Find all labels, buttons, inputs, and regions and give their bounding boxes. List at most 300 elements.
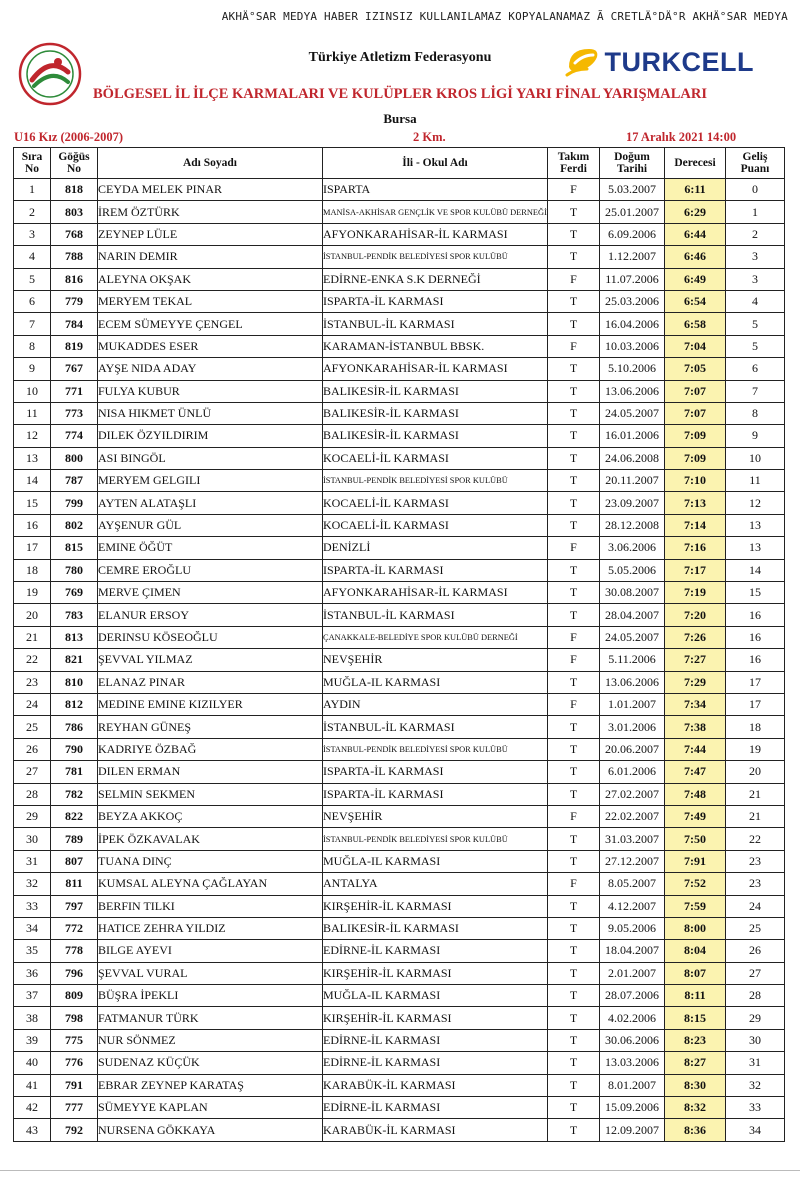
dob-cell: 28.04.2007 xyxy=(600,604,665,626)
dob-cell: 24.05.2007 xyxy=(600,626,665,648)
club-cell: ÇANAKKALE-BELEDİYE SPOR KULÜBÜ DERNEĞİ xyxy=(323,626,548,648)
table-row xyxy=(14,290,785,312)
table-row xyxy=(14,626,785,648)
dob-cell: 28.07.2006 xyxy=(600,985,665,1007)
time-cell: 8:32 xyxy=(665,1097,726,1119)
club-cell: ISPARTA-İL KARMASI xyxy=(323,761,548,783)
dob-cell: 1.12.2007 xyxy=(600,246,665,268)
bib-cell: 813 xyxy=(51,626,98,648)
team-cell: T xyxy=(548,738,600,760)
bib-cell: 819 xyxy=(51,335,98,357)
bib-cell: 781 xyxy=(51,761,98,783)
points-cell: 32 xyxy=(726,1074,785,1096)
dob-cell: 4.12.2007 xyxy=(600,895,665,917)
club-cell: ANTALYA xyxy=(323,873,548,895)
rank-cell: 4 xyxy=(14,246,51,268)
time-cell: 7:38 xyxy=(665,716,726,738)
table-row xyxy=(14,783,785,805)
table-row xyxy=(14,917,785,939)
bib-cell: 810 xyxy=(51,671,98,693)
table-row xyxy=(14,223,785,245)
time-cell: 8:23 xyxy=(665,1029,726,1051)
table-row xyxy=(14,1029,785,1051)
time-cell: 7:52 xyxy=(665,873,726,895)
time-cell: 7:50 xyxy=(665,828,726,850)
bib-cell: 772 xyxy=(51,917,98,939)
points-cell: 15 xyxy=(726,582,785,604)
points-cell: 30 xyxy=(726,1029,785,1051)
team-cell: T xyxy=(548,716,600,738)
rank-cell: 33 xyxy=(14,895,51,917)
time-cell: 7:14 xyxy=(665,514,726,536)
name-cell: SELMIN SEKMEN xyxy=(98,783,323,805)
name-cell: NUR SÖNMEZ xyxy=(98,1029,323,1051)
header-name: Adı Soyadı xyxy=(98,148,323,179)
dob-cell: 31.03.2007 xyxy=(600,828,665,850)
points-cell: 17 xyxy=(726,671,785,693)
rank-cell: 38 xyxy=(14,1007,51,1029)
points-cell: 25 xyxy=(726,917,785,939)
bib-cell: 784 xyxy=(51,313,98,335)
rank-cell: 24 xyxy=(14,693,51,715)
time-cell: 8:15 xyxy=(665,1007,726,1029)
time-cell: 7:13 xyxy=(665,492,726,514)
name-cell: SÜMEYYE KAPLAN xyxy=(98,1097,323,1119)
table-row xyxy=(14,447,785,469)
club-cell: KOCAELİ-İL KARMASI xyxy=(323,492,548,514)
bib-cell: 769 xyxy=(51,582,98,604)
dob-cell: 1.01.2007 xyxy=(600,693,665,715)
points-cell: 26 xyxy=(726,940,785,962)
points-cell: 29 xyxy=(726,1007,785,1029)
bib-cell: 768 xyxy=(51,223,98,245)
dob-cell: 16.01.2006 xyxy=(600,425,665,447)
table-row xyxy=(14,1007,785,1029)
dob-cell: 16.04.2006 xyxy=(600,313,665,335)
dob-cell: 6.09.2006 xyxy=(600,223,665,245)
bib-cell: 802 xyxy=(51,514,98,536)
time-cell: 7:09 xyxy=(665,425,726,447)
club-cell: ISPARTA-İL KARMASI xyxy=(323,559,548,581)
time-cell: 7:09 xyxy=(665,447,726,469)
time-cell: 7:20 xyxy=(665,604,726,626)
dob-cell: 6.01.2006 xyxy=(600,761,665,783)
dob-cell: 18.04.2007 xyxy=(600,940,665,962)
name-cell: MUKADDES ESER xyxy=(98,335,323,357)
rank-cell: 7 xyxy=(14,313,51,335)
team-cell: T xyxy=(548,1007,600,1029)
bib-cell: 780 xyxy=(51,559,98,581)
time-cell: 6:29 xyxy=(665,201,726,223)
bib-cell: 779 xyxy=(51,290,98,312)
rank-cell: 25 xyxy=(14,716,51,738)
bib-cell: 786 xyxy=(51,716,98,738)
time-cell: 8:30 xyxy=(665,1074,726,1096)
team-cell: T xyxy=(548,492,600,514)
club-cell: ISPARTA xyxy=(323,179,548,201)
bib-cell: 789 xyxy=(51,828,98,850)
bib-cell: 788 xyxy=(51,246,98,268)
name-cell: İREM ÖZTÜRK xyxy=(98,201,323,223)
bib-cell: 796 xyxy=(51,962,98,984)
club-cell: ISPARTA-İL KARMASI xyxy=(323,783,548,805)
dob-cell: 8.01.2007 xyxy=(600,1074,665,1096)
rank-cell: 32 xyxy=(14,873,51,895)
points-cell: 10 xyxy=(726,447,785,469)
bib-cell: 790 xyxy=(51,738,98,760)
club-cell: EDİRNE-İL KARMASI xyxy=(323,940,548,962)
dob-cell: 2.01.2007 xyxy=(600,962,665,984)
bib-cell: 812 xyxy=(51,693,98,715)
table-row xyxy=(14,470,785,492)
club-cell: İSTANBUL-PENDİK BELEDİYESİ SPOR KULÜBÜ xyxy=(323,246,548,268)
dob-cell: 13.06.2006 xyxy=(600,671,665,693)
table-row xyxy=(14,671,785,693)
team-cell: T xyxy=(548,223,600,245)
dob-cell: 15.09.2006 xyxy=(600,1097,665,1119)
table-row xyxy=(14,1097,785,1119)
time-cell: 6:46 xyxy=(665,246,726,268)
time-cell: 7:07 xyxy=(665,402,726,424)
club-cell: MUĞLA-IL KARMASI xyxy=(323,671,548,693)
watermark-text: AKHÄ°SAR MEDYA HABER IZINSIZ KULLANILAMAZ KOPYALANAMAZ Ã CRETLÄ°DÄ°R AKHÄ°SAR MEDYA xyxy=(221,10,788,23)
name-cell: HATICE ZEHRA YILDIZ xyxy=(98,917,323,939)
team-cell: F xyxy=(548,268,600,290)
dob-cell: 25.01.2007 xyxy=(600,201,665,223)
team-cell: F xyxy=(548,873,600,895)
time-cell: 7:19 xyxy=(665,582,726,604)
time-cell: 7:49 xyxy=(665,805,726,827)
points-cell: 20 xyxy=(726,761,785,783)
table-row xyxy=(14,313,785,335)
name-cell: NISA HIKMET ÜNLÜ xyxy=(98,402,323,424)
team-cell: T xyxy=(548,470,600,492)
points-cell: 12 xyxy=(726,492,785,514)
rank-cell: 9 xyxy=(14,358,51,380)
points-cell: 24 xyxy=(726,895,785,917)
name-cell: ZEYNEP LÜLE xyxy=(98,223,323,245)
category-label: U16 Kız (2006-2007) xyxy=(14,130,124,144)
points-cell: 5 xyxy=(726,335,785,357)
results-body xyxy=(14,179,785,1142)
table-row xyxy=(14,1119,785,1141)
rank-cell: 23 xyxy=(14,671,51,693)
time-cell: 7:17 xyxy=(665,559,726,581)
dob-cell: 10.03.2006 xyxy=(600,335,665,357)
dob-cell: 24.05.2007 xyxy=(600,402,665,424)
rank-cell: 37 xyxy=(14,985,51,1007)
points-cell: 1 xyxy=(726,201,785,223)
points-cell: 23 xyxy=(726,873,785,895)
rank-cell: 14 xyxy=(14,470,51,492)
points-cell: 23 xyxy=(726,850,785,872)
team-cell: T xyxy=(548,850,600,872)
time-cell: 7:34 xyxy=(665,693,726,715)
time-cell: 7:16 xyxy=(665,537,726,559)
name-cell: FULYA KUBUR xyxy=(98,380,323,402)
club-cell: KARABÜK-İL KARMASI xyxy=(323,1119,548,1141)
club-cell: KIRŞEHİR-İL KARMASI xyxy=(323,895,548,917)
name-cell: NARIN DEMIR xyxy=(98,246,323,268)
dob-cell: 12.09.2007 xyxy=(600,1119,665,1141)
rank-cell: 34 xyxy=(14,917,51,939)
dob-cell: 9.05.2006 xyxy=(600,917,665,939)
rank-cell: 2 xyxy=(14,201,51,223)
name-cell: DILEK ÖZYILDIRIM xyxy=(98,425,323,447)
points-cell: 33 xyxy=(726,1097,785,1119)
table-row xyxy=(14,1052,785,1074)
rank-cell: 28 xyxy=(14,783,51,805)
header-club: İli - Okul Adı xyxy=(323,148,548,179)
club-cell: NEVŞEHİR xyxy=(323,649,548,671)
points-cell: 19 xyxy=(726,738,785,760)
table-row xyxy=(14,537,785,559)
name-cell: BERFIN TILKI xyxy=(98,895,323,917)
header-team: Takım Ferdi xyxy=(548,148,600,179)
time-cell: 6:49 xyxy=(665,268,726,290)
dob-cell: 25.03.2006 xyxy=(600,290,665,312)
dob-cell: 22.02.2007 xyxy=(600,805,665,827)
time-cell: 6:58 xyxy=(665,313,726,335)
bib-cell: 775 xyxy=(51,1029,98,1051)
dob-cell: 20.06.2007 xyxy=(600,738,665,760)
dob-cell: 5.05.2006 xyxy=(600,559,665,581)
dob-cell: 28.12.2008 xyxy=(600,514,665,536)
rank-cell: 36 xyxy=(14,962,51,984)
bib-cell: 816 xyxy=(51,268,98,290)
points-cell: 31 xyxy=(726,1052,785,1074)
time-cell: 7:44 xyxy=(665,738,726,760)
bib-cell: 773 xyxy=(51,402,98,424)
team-cell: F xyxy=(548,537,600,559)
rank-cell: 15 xyxy=(14,492,51,514)
points-cell: 2 xyxy=(726,223,785,245)
bib-cell: 767 xyxy=(51,358,98,380)
team-cell: T xyxy=(548,895,600,917)
time-cell: 7:59 xyxy=(665,895,726,917)
time-cell: 6:11 xyxy=(665,179,726,201)
name-cell: CEMRE EROĞLU xyxy=(98,559,323,581)
table-row xyxy=(14,179,785,201)
time-cell: 7:07 xyxy=(665,380,726,402)
table-row xyxy=(14,559,785,581)
time-cell: 8:36 xyxy=(665,1119,726,1141)
rank-cell: 43 xyxy=(14,1119,51,1141)
team-cell: T xyxy=(548,1097,600,1119)
table-row xyxy=(14,716,785,738)
name-cell: CEYDA MELEK PINAR xyxy=(98,179,323,201)
rank-cell: 19 xyxy=(14,582,51,604)
club-cell: EDİRNE-İL KARMASI xyxy=(323,1052,548,1074)
rank-cell: 20 xyxy=(14,604,51,626)
bib-cell: 809 xyxy=(51,985,98,1007)
club-cell: BALIKESİR-İL KARMASI xyxy=(323,917,548,939)
rank-cell: 35 xyxy=(14,940,51,962)
dob-cell: 5.10.2006 xyxy=(600,358,665,380)
team-cell: F xyxy=(548,693,600,715)
event-city: Bursa xyxy=(383,111,417,126)
team-cell: F xyxy=(548,335,600,357)
rank-cell: 8 xyxy=(14,335,51,357)
team-cell: T xyxy=(548,940,600,962)
name-cell: BÜŞRA İPEKLI xyxy=(98,985,323,1007)
time-cell: 7:91 xyxy=(665,850,726,872)
dob-cell: 5.03.2007 xyxy=(600,179,665,201)
federation-title: Türkiye Atletizm Federasyonu xyxy=(308,50,492,65)
dob-cell: 4.02.2006 xyxy=(600,1007,665,1029)
time-cell: 7:04 xyxy=(665,335,726,357)
datetime-label: 17 Aralık 2021 14:00 xyxy=(626,130,737,144)
bib-cell: 777 xyxy=(51,1097,98,1119)
table-row xyxy=(14,604,785,626)
name-cell: MEDINE EMINE KIZILYER xyxy=(98,693,323,715)
team-cell: T xyxy=(548,582,600,604)
time-cell: 7:29 xyxy=(665,671,726,693)
name-cell: ALEYNA OKŞAK xyxy=(98,268,323,290)
table-row xyxy=(14,582,785,604)
dob-cell: 20.11.2007 xyxy=(600,470,665,492)
club-cell: EDİRNE-İL KARMASI xyxy=(323,1029,548,1051)
dob-cell: 8.05.2007 xyxy=(600,873,665,895)
table-row xyxy=(14,335,785,357)
table-row xyxy=(14,268,785,290)
table-row xyxy=(14,649,785,671)
rank-cell: 21 xyxy=(14,626,51,648)
team-cell: T xyxy=(548,246,600,268)
header-points: Geliş Puanı xyxy=(726,148,785,179)
time-cell: 6:44 xyxy=(665,223,726,245)
name-cell: KUMSAL ALEYNA ÇAĞLAYAN xyxy=(98,873,323,895)
time-cell: 7:05 xyxy=(665,358,726,380)
name-cell: REYHAN GÜNEŞ xyxy=(98,716,323,738)
team-cell: T xyxy=(548,447,600,469)
club-cell: KARAMAN-İSTANBUL BBSK. xyxy=(323,335,548,357)
club-cell: BALIKESİR-İL KARMASI xyxy=(323,425,548,447)
points-cell: 22 xyxy=(726,828,785,850)
club-cell: BALIKESİR-İL KARMASI xyxy=(323,402,548,424)
name-cell: ŞEVVAL VURAL xyxy=(98,962,323,984)
time-cell: 7:48 xyxy=(665,783,726,805)
team-cell: T xyxy=(548,828,600,850)
points-cell: 16 xyxy=(726,626,785,648)
points-cell: 9 xyxy=(726,425,785,447)
results-table xyxy=(13,147,785,1142)
bib-cell: 792 xyxy=(51,1119,98,1141)
name-cell: FATMANUR TÜRK xyxy=(98,1007,323,1029)
bib-cell: 799 xyxy=(51,492,98,514)
club-cell: NEVŞEHİR xyxy=(323,805,548,827)
team-cell: T xyxy=(548,380,600,402)
points-cell: 4 xyxy=(726,290,785,312)
bib-cell: 776 xyxy=(51,1052,98,1074)
dob-cell: 13.06.2006 xyxy=(600,380,665,402)
bib-cell: 783 xyxy=(51,604,98,626)
team-cell: F xyxy=(548,805,600,827)
rank-cell: 3 xyxy=(14,223,51,245)
rank-cell: 18 xyxy=(14,559,51,581)
bib-cell: 774 xyxy=(51,425,98,447)
club-cell: KARABÜK-İL KARMASI xyxy=(323,1074,548,1096)
name-cell: ELANAZ PINAR xyxy=(98,671,323,693)
table-row xyxy=(14,805,785,827)
table-row xyxy=(14,738,785,760)
dob-cell: 11.07.2006 xyxy=(600,268,665,290)
bib-cell: 782 xyxy=(51,783,98,805)
team-cell: T xyxy=(548,514,600,536)
team-cell: T xyxy=(548,962,600,984)
club-cell: İSTANBUL-İL KARMASI xyxy=(323,716,548,738)
dob-cell: 5.11.2006 xyxy=(600,649,665,671)
team-cell: T xyxy=(548,783,600,805)
club-cell: EDİRNE-ENKA S.K DERNEĞİ xyxy=(323,268,548,290)
team-cell: T xyxy=(548,358,600,380)
dob-cell: 24.06.2008 xyxy=(600,447,665,469)
bib-cell: 787 xyxy=(51,470,98,492)
club-cell: DENİZLİ xyxy=(323,537,548,559)
bib-cell: 778 xyxy=(51,940,98,962)
points-cell: 8 xyxy=(726,402,785,424)
points-cell: 5 xyxy=(726,313,785,335)
page-divider xyxy=(0,1170,800,1171)
bib-cell: 818 xyxy=(51,179,98,201)
club-cell: MUĞLA-IL KARMASI xyxy=(323,850,548,872)
team-cell: T xyxy=(548,313,600,335)
time-cell: 8:11 xyxy=(665,985,726,1007)
name-cell: MERYEM GELGILI xyxy=(98,470,323,492)
points-cell: 21 xyxy=(726,805,785,827)
table-row xyxy=(14,895,785,917)
table-row xyxy=(14,850,785,872)
team-cell: T xyxy=(548,917,600,939)
rank-cell: 1 xyxy=(14,179,51,201)
club-cell: AFYONKARAHİSAR-İL KARMASI xyxy=(323,582,548,604)
sponsor-logo xyxy=(565,45,754,79)
club-cell: KIRŞEHİR-İL KARMASI xyxy=(323,1007,548,1029)
rank-cell: 5 xyxy=(14,268,51,290)
rank-cell: 17 xyxy=(14,537,51,559)
bib-cell: 798 xyxy=(51,1007,98,1029)
event-title: BÖLGESEL İL İLÇE KARMALARI VE KULÜPLER KROS LİGİ YARI FİNAL YARIŞMALARI xyxy=(93,86,707,102)
points-cell: 16 xyxy=(726,604,785,626)
points-cell: 13 xyxy=(726,514,785,536)
time-cell: 8:00 xyxy=(665,917,726,939)
points-cell: 16 xyxy=(726,649,785,671)
rank-cell: 30 xyxy=(14,828,51,850)
table-row xyxy=(14,492,785,514)
time-cell: 7:10 xyxy=(665,470,726,492)
rank-cell: 12 xyxy=(14,425,51,447)
dob-cell: 30.08.2007 xyxy=(600,582,665,604)
name-cell: ELANUR ERSOY xyxy=(98,604,323,626)
club-cell: İSTANBUL-İL KARMASI xyxy=(323,313,548,335)
name-cell: MERVE ÇIMEN xyxy=(98,582,323,604)
time-cell: 7:26 xyxy=(665,626,726,648)
points-cell: 3 xyxy=(726,268,785,290)
team-cell: F xyxy=(548,179,600,201)
header-bib: Göğüs No xyxy=(51,148,98,179)
rank-cell: 40 xyxy=(14,1052,51,1074)
bib-cell: 791 xyxy=(51,1074,98,1096)
points-cell: 13 xyxy=(726,537,785,559)
dob-cell: 13.03.2006 xyxy=(600,1052,665,1074)
bib-cell: 797 xyxy=(51,895,98,917)
turkcell-leaf-icon xyxy=(565,45,601,79)
table-row xyxy=(14,402,785,424)
rank-cell: 11 xyxy=(14,402,51,424)
points-cell: 27 xyxy=(726,962,785,984)
rank-cell: 13 xyxy=(14,447,51,469)
club-cell: İSTANBUL-PENDİK BELEDİYESİ SPOR KULÜBÜ xyxy=(323,828,548,850)
